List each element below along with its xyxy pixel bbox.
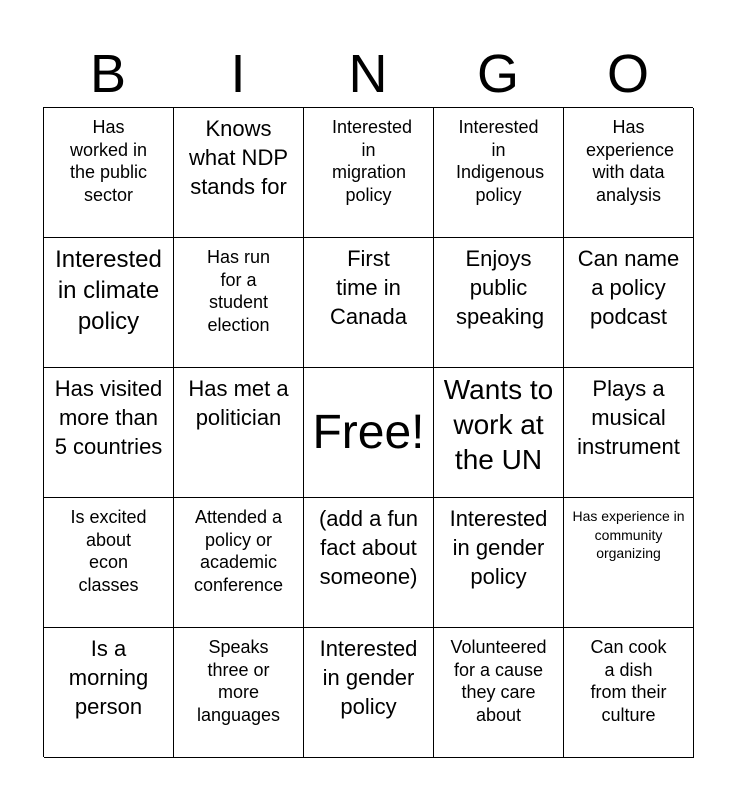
cell-text: Interested in Indigenous policy — [456, 117, 545, 205]
bingo-board — [43, 107, 693, 757]
cell-text: Is excited about econ classes — [70, 507, 147, 595]
bingo-cell[interactable] — [434, 628, 564, 758]
bingo-cell[interactable] — [434, 368, 564, 498]
cell-text: Has run for a student election — [206, 247, 271, 335]
cell-text: Free! — [312, 405, 425, 459]
cell-text: Has worked in the public sector — [69, 117, 148, 205]
bingo-cell[interactable] — [174, 628, 304, 758]
cell-text: Plays a musical instrument — [577, 376, 680, 459]
bingo-cell[interactable] — [304, 238, 434, 368]
bingo-cell[interactable] — [434, 498, 564, 628]
header-letter-i: I — [230, 44, 246, 104]
header-letter-g: G — [476, 44, 519, 104]
bingo-cell[interactable] — [304, 108, 434, 238]
bingo-cell[interactable] — [44, 368, 174, 498]
bingo-cell[interactable] — [434, 238, 564, 368]
cell-text: Has met a politician — [188, 376, 289, 430]
cell-text: Interested in climate policy — [55, 246, 162, 335]
cell-text: Has experience with data analysis — [586, 117, 675, 205]
bingo-cell[interactable] — [174, 368, 304, 498]
cell-text: Interested in gender policy — [449, 506, 548, 589]
header-letter-o: O — [606, 44, 649, 104]
bingo-cell[interactable] — [44, 628, 174, 758]
bingo-cell[interactable] — [174, 108, 304, 238]
bingo-cell[interactable] — [564, 108, 694, 238]
bingo-cell[interactable] — [44, 108, 174, 238]
bingo-cell[interactable] — [304, 628, 434, 758]
cell-text: Has visited more than 5 countries — [54, 376, 163, 459]
bingo-header — [43, 40, 693, 108]
bingo-cell[interactable] — [174, 498, 304, 628]
cell-text: Has experience in community organizing — [572, 508, 685, 561]
bingo-cell[interactable] — [434, 108, 564, 238]
cell-text: Attended a policy or academic conference — [193, 507, 284, 595]
cell-text: Wants to work at the UN — [443, 374, 554, 475]
cell-text: (add a fun fact about someone) — [318, 506, 419, 589]
cell-text: Speaks three or more languages — [196, 637, 281, 725]
cell-text: Knows what NDP stands for — [188, 116, 289, 199]
header-letter-b: B — [89, 44, 127, 104]
bingo-cell[interactable] — [564, 628, 694, 758]
bingo-cell[interactable] — [564, 498, 694, 628]
bingo-cell[interactable] — [564, 368, 694, 498]
cell-text: First time in Canada — [329, 246, 408, 329]
cell-text: Interested in gender policy — [319, 636, 418, 719]
bingo-cell[interactable] — [304, 498, 434, 628]
bingo-cell[interactable] — [564, 238, 694, 368]
cell-text: Enjoys public speaking — [456, 246, 545, 329]
cell-text: Can name a policy podcast — [577, 246, 680, 329]
bingo-cell[interactable] — [44, 238, 174, 368]
bingo-cell-free[interactable] — [304, 368, 434, 498]
bingo-cell[interactable] — [44, 498, 174, 628]
cell-text: Volunteered for a cause they care about — [450, 637, 547, 725]
cell-text: Interested in migration policy — [332, 117, 413, 205]
cell-text: Is a morning person — [68, 636, 149, 719]
header-letter-n: N — [348, 44, 388, 104]
bingo-cell[interactable] — [174, 238, 304, 368]
cell-text: Can cook a dish from their culture — [590, 637, 667, 725]
